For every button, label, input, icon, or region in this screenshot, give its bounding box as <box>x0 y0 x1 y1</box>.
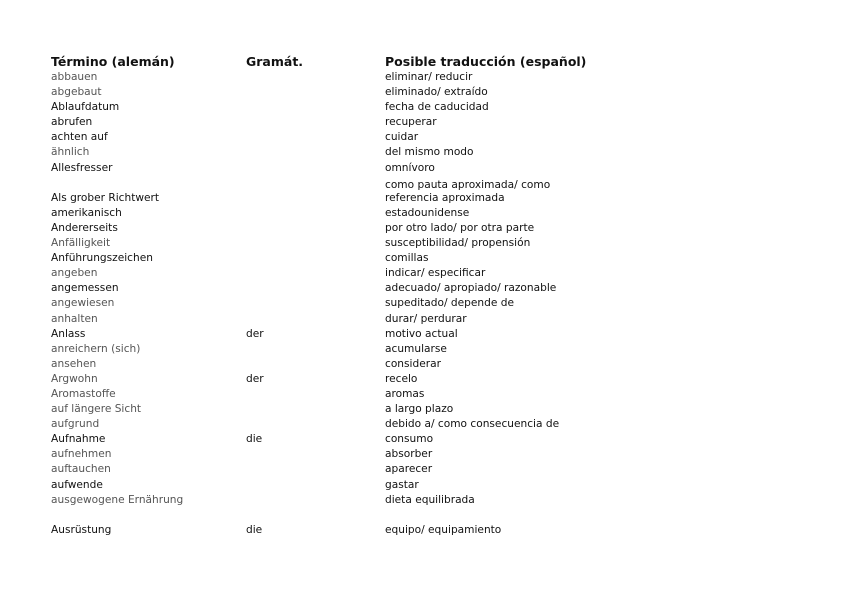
table-row <box>0 296 848 311</box>
term-cell: abbauen <box>51 71 98 83</box>
glossary-table <box>0 70 848 538</box>
term-cell: Andererseits <box>51 221 118 234</box>
table-row <box>0 357 848 372</box>
term-cell: aufgrund <box>51 418 100 431</box>
translation-cell: indicar/ especificar <box>385 267 486 280</box>
table-row <box>0 312 848 327</box>
term-cell: Anführungszeichen <box>51 252 153 265</box>
translation-cell: estadounidense <box>385 206 470 219</box>
table-row <box>0 161 848 176</box>
translation-cell: durar/ perdurar <box>385 312 467 325</box>
table-row <box>0 478 848 493</box>
table-row <box>0 327 848 342</box>
term-cell: abgebaut <box>51 86 102 99</box>
table-row <box>0 85 848 100</box>
translation-cell: eliminado/ extraído <box>385 86 488 99</box>
term-cell: Aromastoffe <box>51 387 116 400</box>
term-cell: aufwende <box>51 478 103 491</box>
table-row <box>0 432 848 447</box>
translation-cell: omnívoro <box>385 161 435 174</box>
translation-cell: susceptibilidad/ propensión <box>385 237 531 250</box>
table-row <box>0 236 848 251</box>
table-row <box>0 130 848 145</box>
table-row <box>0 206 848 221</box>
table-row <box>0 372 848 387</box>
term-cell: anreichern (sich) <box>51 342 141 355</box>
translation-cell: gastar <box>385 478 419 491</box>
translation-cell: eliminar/ reducir <box>385 71 473 83</box>
header-grammar: Gramát. <box>246 54 304 69</box>
term-cell: anhalten <box>51 312 98 325</box>
table-row <box>0 417 848 432</box>
table-row <box>0 251 848 266</box>
grammar-cell: die <box>246 433 263 446</box>
term-cell: Als grober Richtwert <box>51 191 160 204</box>
translation-cell: supeditado/ depende de <box>385 297 514 310</box>
term-cell: auf längere Sicht <box>51 403 142 416</box>
translation-cell: por otro lado/ por otra parte <box>385 221 535 234</box>
translation-cell: acumularse <box>385 342 447 355</box>
translation-cell: cuidar <box>385 131 419 144</box>
translation-cell: dieta equilibrada <box>385 493 475 506</box>
translation-cell: del mismo modo <box>385 146 474 159</box>
translation-cell: adecuado/ apropiado/ razonable <box>385 282 557 295</box>
term-cell: Anlass <box>51 327 86 340</box>
term-cell: abrufen <box>51 116 93 129</box>
term-cell: achten auf <box>51 131 108 144</box>
table-row <box>0 115 848 130</box>
table-row <box>0 342 848 357</box>
table-row <box>0 447 848 462</box>
table-row <box>0 493 848 508</box>
translation-cell: recelo <box>385 372 418 385</box>
table-row <box>0 100 848 115</box>
term-cell: amerikanisch <box>51 206 122 219</box>
term-cell: ausgewogene Ernährung <box>51 493 184 506</box>
translation-cell: aparecer <box>385 463 433 476</box>
grammar-cell: der <box>246 372 264 385</box>
term-cell: aufnehmen <box>51 448 112 461</box>
translation-cell: como pauta aproximada/ como referencia aproximada <box>385 178 551 204</box>
grammar-cell: der <box>246 327 264 340</box>
table-row <box>0 462 848 477</box>
translation-cell: comillas <box>385 252 429 265</box>
translation-cell: aromas <box>385 387 425 400</box>
table-row <box>0 508 848 538</box>
translation-cell: debido a/ como consecuencia de <box>385 418 560 431</box>
translation-cell: recuperar <box>385 116 437 129</box>
translation-cell: a largo plazo <box>385 403 454 416</box>
translation-cell: absorber <box>385 448 433 461</box>
table-row <box>0 145 848 160</box>
term-cell: auftauchen <box>51 463 111 476</box>
table-row <box>0 402 848 417</box>
term-cell: ansehen <box>51 357 97 370</box>
term-cell: Allesfresser <box>51 161 113 174</box>
term-cell: Aufnahme <box>51 433 106 446</box>
table-row <box>0 176 848 206</box>
term-cell: ähnlich <box>51 146 90 159</box>
term-cell: angewiesen <box>51 297 115 310</box>
table-header <box>0 54 848 70</box>
grammar-cell: die <box>246 523 263 536</box>
table-row <box>0 387 848 402</box>
translation-cell: consumo <box>385 433 434 446</box>
term-cell: angemessen <box>51 282 119 295</box>
translation-cell: considerar <box>385 357 441 370</box>
term-cell: Anfälligkeit <box>51 237 111 250</box>
table-row <box>0 266 848 281</box>
table-row <box>0 281 848 296</box>
translation-cell: motivo actual <box>385 327 458 340</box>
term-cell: Argwohn <box>51 372 98 385</box>
header-term: Término (alemán) <box>51 54 175 69</box>
translation-cell: equipo/ equipamiento <box>385 523 502 536</box>
term-cell: angeben <box>51 267 98 280</box>
term-cell: Ablaufdatum <box>51 101 120 114</box>
table-row <box>0 70 848 85</box>
table-row <box>0 221 848 236</box>
header-translation: Posible traducción (español) <box>385 54 587 69</box>
term-cell: Ausrüstung <box>51 523 112 536</box>
translation-cell: fecha de caducidad <box>385 101 489 114</box>
